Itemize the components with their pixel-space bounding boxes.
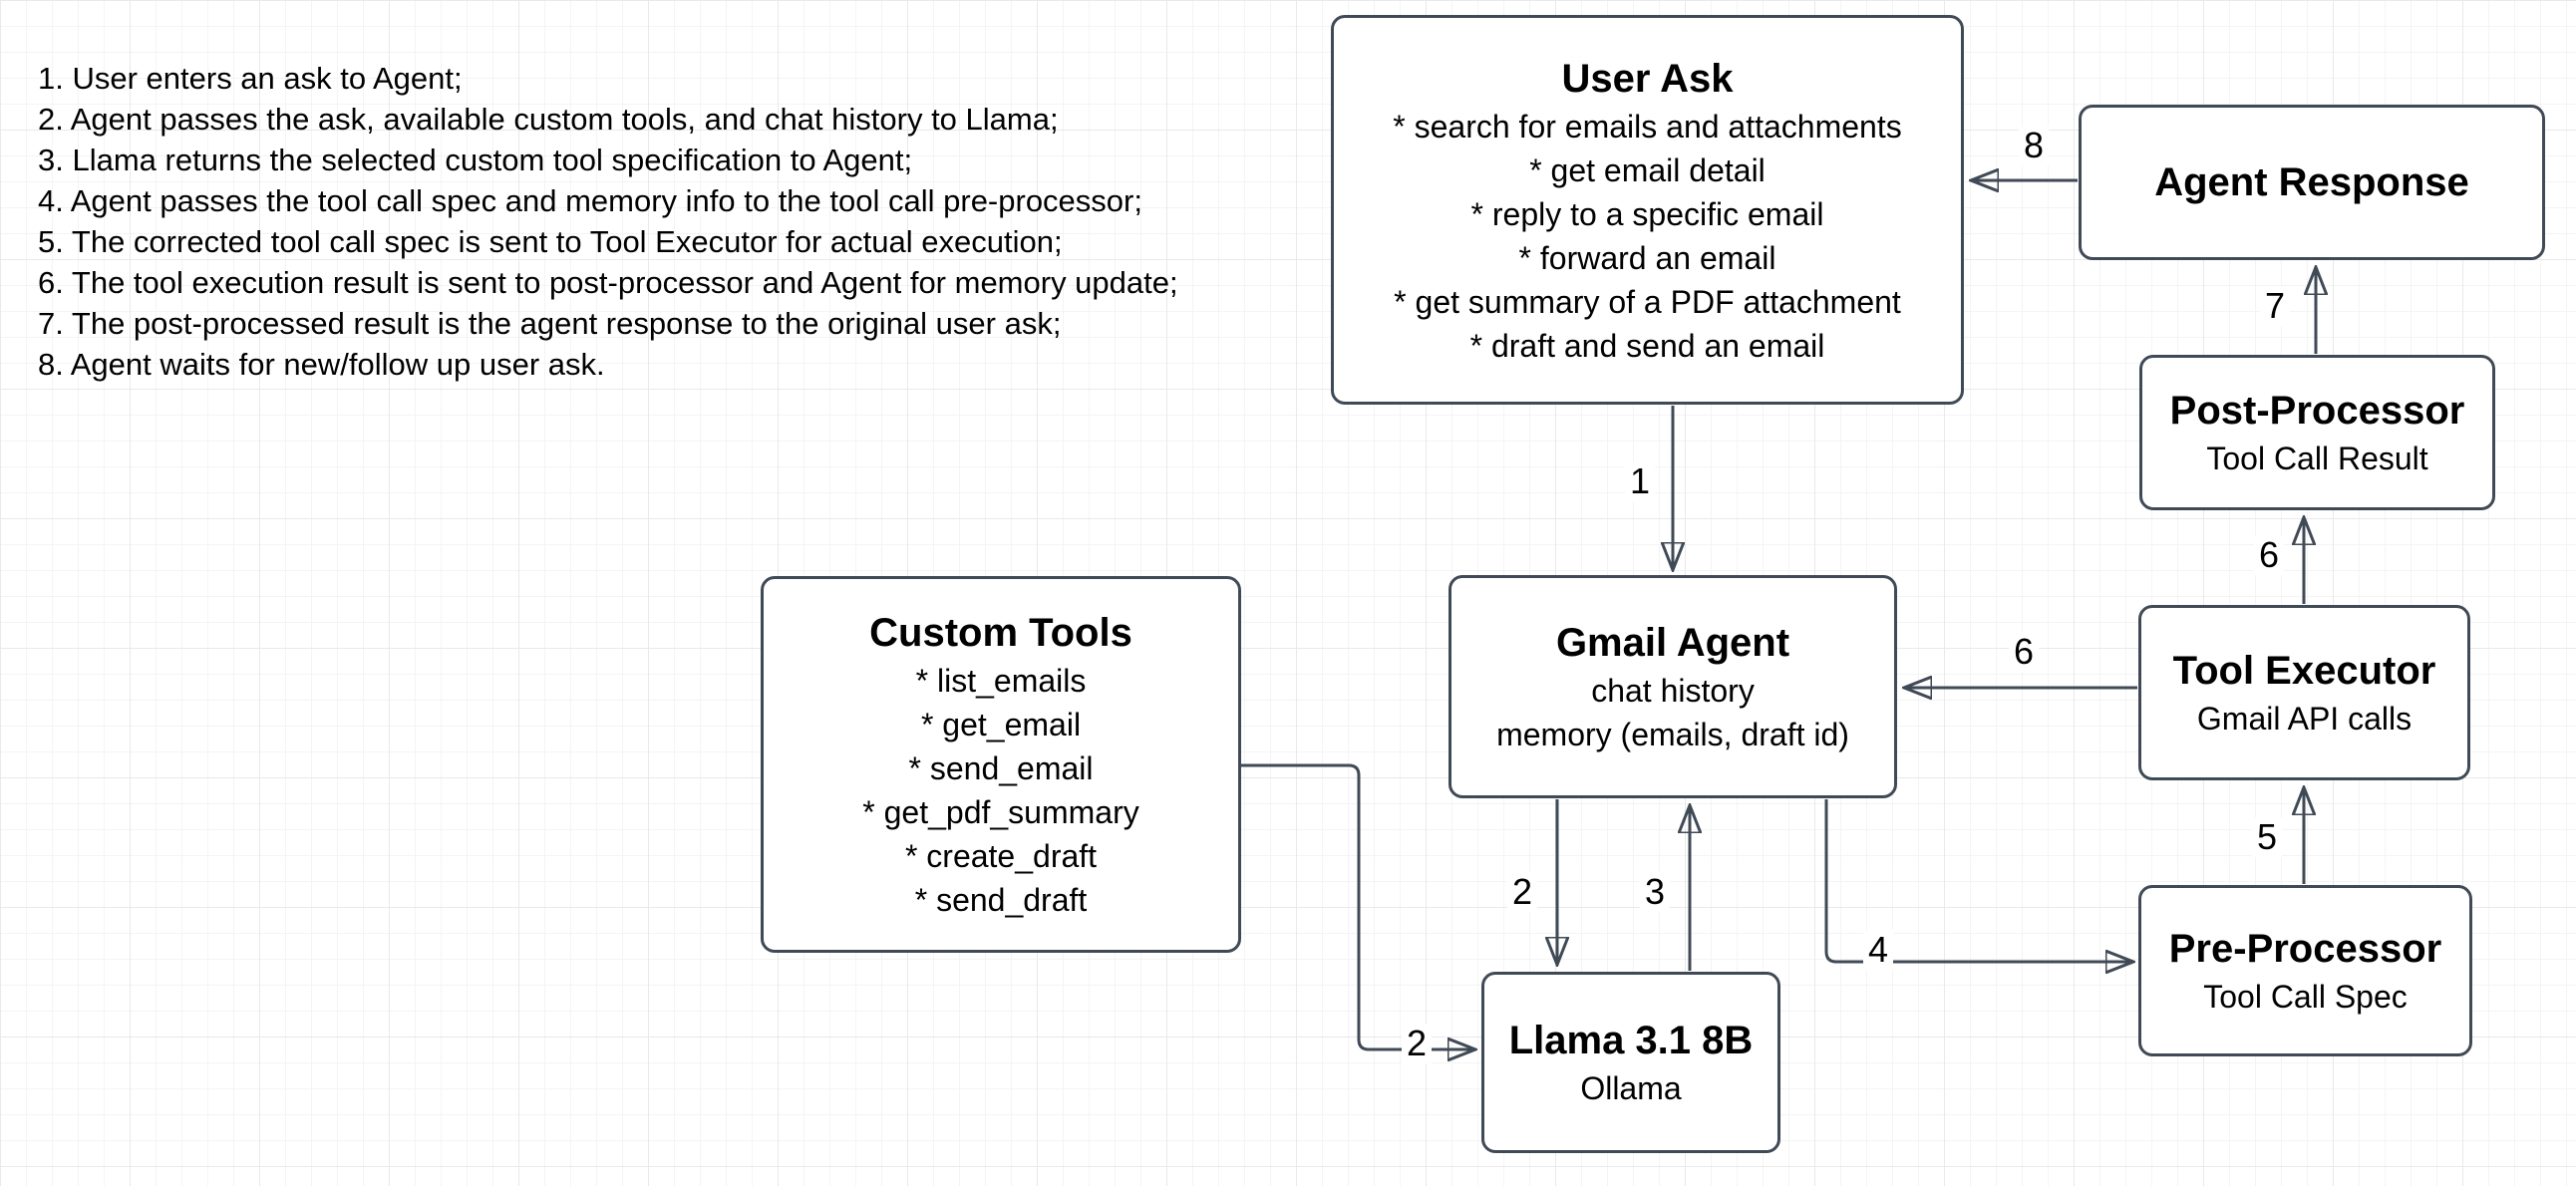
note-line: 4. Agent passes the tool call spec and memory info to the tool call pre-processor; [38,183,1142,218]
node-llama-subtitle: Ollama [1580,1070,1682,1106]
node-user-ask-item: * draft and send an email [1469,327,1825,364]
edge-label-step1: 1 [1625,461,1655,501]
note-line: 1. User enters an ask to Agent; [38,61,463,96]
node-user-ask-item: * reply to a specific email [1470,195,1824,232]
node-user-ask-item: * get email detail [1529,151,1766,188]
node-tool-executor-subtitle: Gmail API calls [2196,701,2413,737]
node-user-ask[interactable] [1331,15,1964,405]
node-tool-executor-title: Tool Executor [2172,649,2436,693]
node-user-ask-item: * forward an email [1518,239,1776,276]
note-line: 3. Llama returns the selected custom tool specification to Agent; [38,143,913,177]
edge-label-step8: 8 [2019,126,2049,165]
node-llama[interactable] [1481,972,1780,1153]
node-custom-tools-title: Custom Tools [869,611,1132,655]
node-custom-tools-item: * send_draft [914,882,1088,918]
node-agent-response[interactable] [2079,105,2545,260]
node-post-processor-title: Post-Processor [2169,389,2465,433]
node-user-ask-item: * get summary of a PDF attachment [1394,283,1901,320]
node-custom-tools-item: * create_draft [904,838,1098,874]
note-line: 6. The tool execution result is sent to post-processor and Agent for memory update; [38,265,1178,300]
edge-label-step2-tools: 2 [1402,1024,1432,1063]
node-custom-tools-item: * send_email [908,750,1094,786]
node-custom-tools-item: * list_emails [915,663,1087,699]
edge-label-step6-up: 6 [2254,535,2284,575]
node-custom-tools[interactable] [761,576,1241,953]
edge-label-step2-gmail: 2 [1507,872,1537,912]
node-post-processor[interactable] [2139,355,2495,510]
edge-label-step6-left: 6 [2009,632,2039,672]
node-tool-executor[interactable] [2138,605,2470,780]
node-gmail-agent[interactable] [1449,575,1897,798]
node-user-ask-item: * search for emails and attachments [1393,108,1902,145]
node-user-ask-title: User Ask [1561,56,1734,101]
edge-label-step7: 7 [2260,286,2290,326]
note-line: 8. Agent waits for new/follow up user ask. [38,347,605,382]
node-post-processor-subtitle: Tool Call Result [2206,441,2428,476]
node-pre-processor[interactable] [2138,885,2472,1056]
node-llama-title: Llama 3.1 8B [1508,1019,1754,1062]
edge-label-step5: 5 [2252,817,2282,857]
node-pre-processor-title: Pre-Processor [2168,927,2442,971]
note-line: 7. The post-processed result is the agent response to the original user ask; [38,306,1062,341]
edge-customtools-to-llama[interactable] [1241,765,1475,1049]
node-gmail-agent-line: memory (emails, draft id) [1496,717,1849,752]
note-line: 2. Agent passes the ask, available custom tools, and chat history to Llama; [38,102,1059,137]
node-pre-processor-subtitle: Tool Call Spec [2203,979,2408,1015]
node-agent-response-title: Agent Response [2154,160,2469,204]
node-gmail-agent-title: Gmail Agent [1555,621,1790,665]
node-custom-tools-item: * get_email [920,707,1082,742]
node-custom-tools-item: * get_pdf_summary [862,794,1139,830]
note-line: 5. The corrected tool call spec is sent to Tool Executor for actual execution; [38,224,1063,259]
node-gmail-agent-line: chat history [1591,673,1755,709]
edge-label-step3: 3 [1640,872,1670,912]
edge-label-step4: 4 [1863,930,1893,970]
